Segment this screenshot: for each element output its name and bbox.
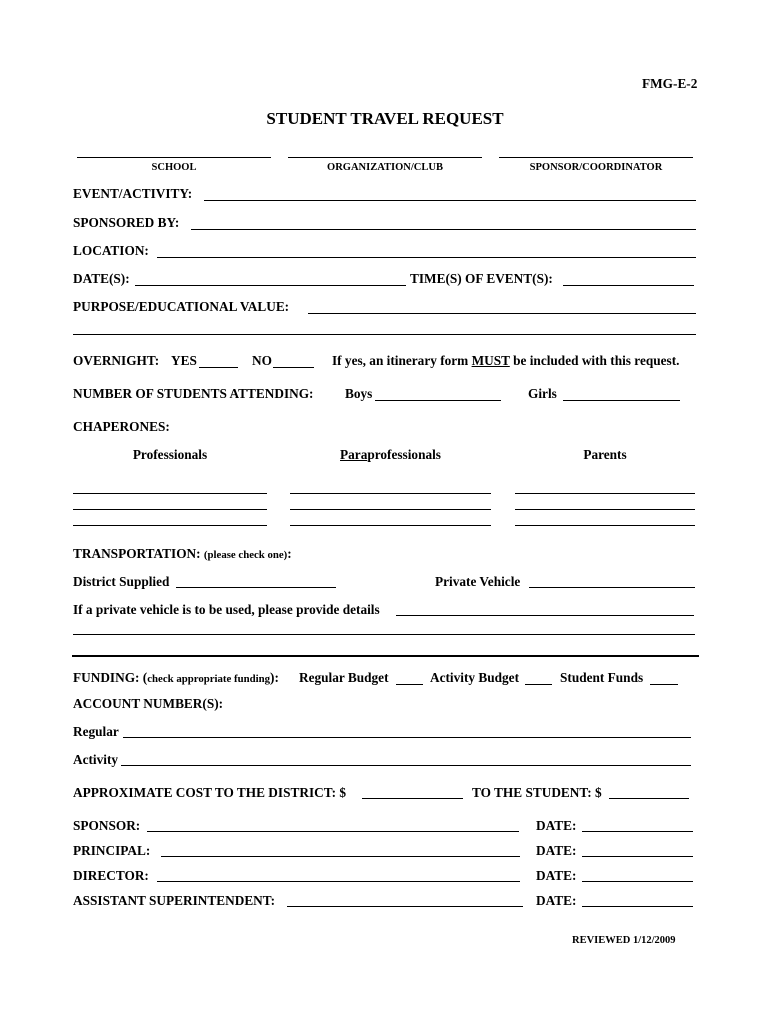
district-supplied-field[interactable] (176, 587, 336, 588)
director-label: DIRECTOR: (73, 868, 149, 883)
purpose-label: PURPOSE/EDUCATIONAL VALUE: (73, 299, 290, 314)
girls-field[interactable] (563, 400, 680, 401)
activity-budget-check[interactable] (525, 684, 552, 685)
private-vehicle-field[interactable] (529, 587, 695, 588)
itinerary-note-start: If yes, an itinerary form (332, 353, 472, 368)
regular-account-field[interactable] (123, 737, 691, 738)
sponsored-by-label: SPONSORED BY: (73, 215, 180, 230)
funding-note: check appropriate funding (147, 673, 271, 685)
section-divider (72, 655, 699, 657)
boys-field[interactable] (375, 400, 501, 401)
transportation-colon: : (287, 546, 292, 561)
school-label: SCHOOL (151, 162, 197, 173)
activity-account-label: Activity (73, 752, 119, 767)
sponsored-by-field[interactable] (191, 229, 696, 230)
para-suffix: professionals (367, 447, 441, 462)
funding-heading (73, 670, 279, 687)
dates-label: DATE(S): (73, 271, 130, 286)
overnight-yes-field[interactable] (199, 367, 238, 368)
principal-signature-field[interactable] (161, 856, 520, 857)
location-field[interactable] (157, 257, 696, 258)
organization-label: ORGANIZATION/CLUB (327, 162, 443, 173)
private-details-label: If a private vehicle is to be used, please provide details (73, 602, 380, 617)
professional-field-2[interactable] (73, 509, 267, 510)
account-numbers-label: ACCOUNT NUMBER(S): (73, 696, 224, 711)
regular-budget-check[interactable] (396, 684, 423, 685)
activity-account-field[interactable] (121, 765, 691, 766)
paraprofessional-field-3[interactable] (290, 525, 491, 526)
parents-label: Parents (583, 447, 627, 462)
boys-label: Boys (345, 386, 373, 401)
asst-super-signature-field[interactable] (287, 906, 523, 907)
itinerary-must: MUST (471, 353, 510, 368)
itinerary-note-end: be included with this request. (509, 353, 680, 368)
sponsor-signature-field[interactable] (147, 831, 519, 832)
student-funds-label: Student Funds (560, 670, 644, 685)
asst-super-date-label: DATE: (536, 893, 577, 908)
paraprofessional-field-1[interactable] (290, 493, 491, 494)
private-details-field-line-2[interactable] (73, 634, 695, 635)
sponsor-date-label: DATE: (536, 818, 577, 833)
sponsor-label: SPONSOR: (73, 818, 141, 833)
parent-field-3[interactable] (515, 525, 695, 526)
no-label: NO (252, 353, 272, 368)
private-vehicle-label: Private Vehicle (435, 574, 521, 589)
event-label: EVENT/ACTIVITY: (73, 186, 193, 201)
professionals-label: Professionals (132, 447, 208, 462)
district-supplied-label: District Supplied (73, 574, 170, 589)
sponsor-date-field[interactable] (582, 831, 693, 832)
sponsor-coordinator-label: SPONSOR/COORDINATOR (529, 162, 663, 173)
principal-label: PRINCIPAL: (73, 843, 151, 858)
cost-student-label: TO THE STUDENT: $ (472, 785, 602, 800)
principal-date-field[interactable] (582, 856, 693, 857)
overnight-no-field[interactable] (273, 367, 314, 368)
times-field[interactable] (563, 285, 694, 286)
regular-budget-label: Regular Budget (299, 670, 389, 685)
para-prefix: Para (340, 447, 368, 462)
purpose-field-line-2[interactable] (73, 334, 696, 335)
overnight-label: OVERNIGHT: (73, 353, 160, 368)
transportation-heading (73, 546, 292, 563)
asst-super-label: ASSISTANT SUPERINTENDENT: (73, 893, 276, 908)
cost-student-field[interactable] (609, 798, 689, 799)
num-students-label: NUMBER OF STUDENTS ATTENDING: (73, 386, 314, 401)
yes-label: YES (171, 353, 197, 368)
event-field[interactable] (204, 200, 696, 201)
director-signature-field[interactable] (157, 881, 520, 882)
funding-close: ): (270, 670, 279, 685)
professional-field-3[interactable] (73, 525, 267, 526)
director-date-field[interactable] (582, 881, 693, 882)
transportation-note: (please check one) (203, 549, 288, 561)
school-field[interactable] (77, 157, 271, 158)
page-title: STUDENT TRAVEL REQUEST (266, 109, 504, 128)
reviewed-date: REVIEWED 1/12/2009 (572, 935, 676, 946)
location-label: LOCATION: (73, 243, 149, 258)
professional-field-1[interactable] (73, 493, 267, 494)
girls-label: Girls (528, 386, 557, 401)
activity-budget-label: Activity Budget (430, 670, 520, 685)
form-code: FMG-E-2 (642, 76, 698, 91)
cost-district-label: APPROXIMATE COST TO THE DISTRICT: $ (73, 785, 347, 800)
itinerary-note (332, 353, 679, 369)
dates-field[interactable] (135, 285, 406, 286)
cost-district-field[interactable] (362, 798, 463, 799)
organization-field[interactable] (288, 157, 482, 158)
funding-label: FUNDING: ( (73, 670, 148, 685)
private-details-field[interactable] (396, 615, 694, 616)
transportation-label: TRANSPORTATION: (73, 546, 201, 561)
parent-field-1[interactable] (515, 493, 695, 494)
times-label: TIME(S) OF EVENT(S): (410, 271, 553, 286)
purpose-field[interactable] (308, 313, 696, 314)
sponsor-coordinator-field[interactable] (499, 157, 693, 158)
principal-date-label: DATE: (536, 843, 577, 858)
paraprofessional-field-2[interactable] (290, 509, 491, 510)
asst-super-date-field[interactable] (582, 906, 693, 907)
chaperones-label: CHAPERONES: (73, 419, 170, 434)
paraprofessionals-label (290, 447, 491, 463)
regular-account-label: Regular (73, 724, 119, 739)
director-date-label: DATE: (536, 868, 577, 883)
student-funds-check[interactable] (650, 684, 678, 685)
parent-field-2[interactable] (515, 509, 695, 510)
